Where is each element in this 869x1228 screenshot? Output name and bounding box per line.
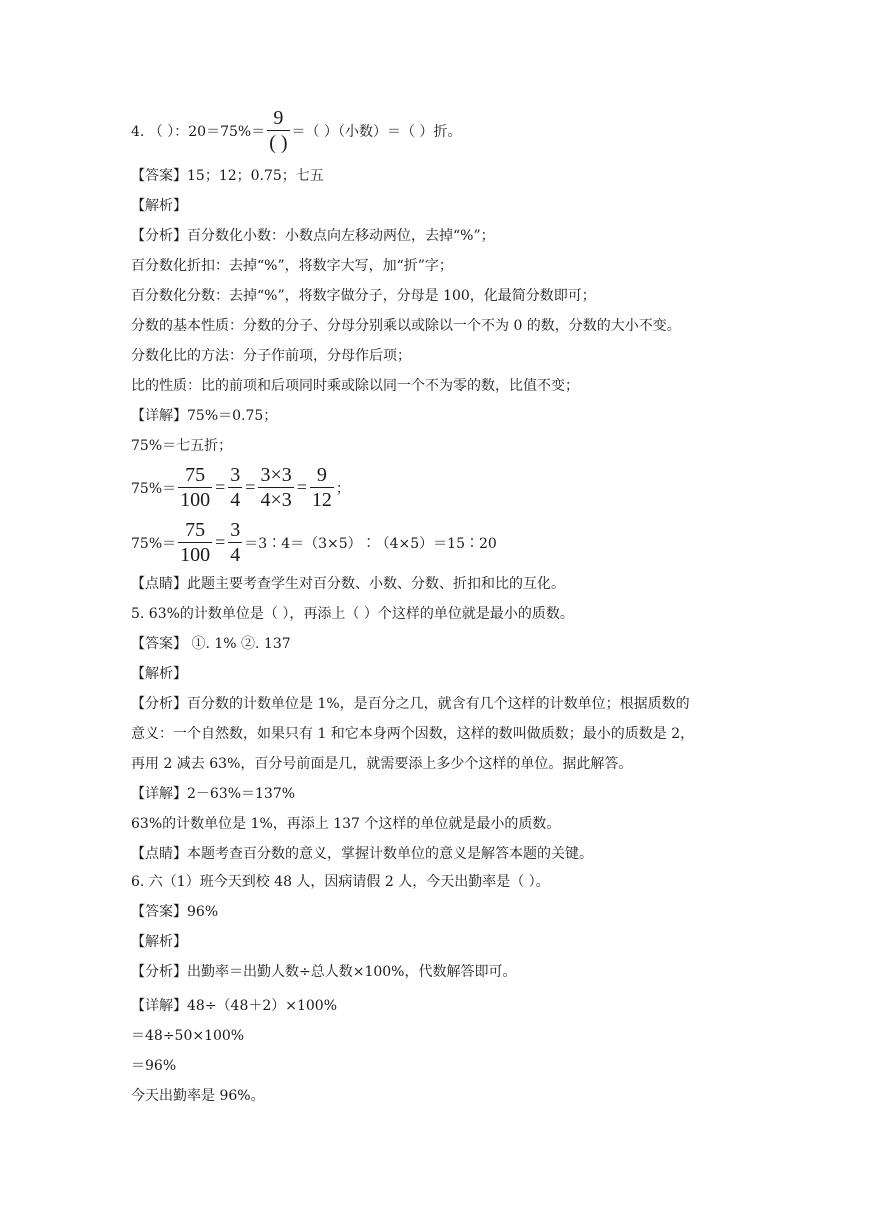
q6-detail-line: 今天出勤率是 96%。 — [131, 1088, 265, 1104]
equals-sign: = — [296, 477, 307, 497]
equals-sign: = — [215, 532, 226, 552]
q4-math-line-1 — [131, 463, 350, 512]
math-tail: ； — [335, 480, 350, 497]
fraction-denominator: 4×3 — [260, 489, 292, 511]
q5-analysis-line: 【分析】百分数的计数单位是 1%，是百分之几，就含有几个这样的计数单位；根据质数的 — [131, 696, 690, 712]
q5-detail-line: 63%的计数单位是 1%，再添上 137 个这样的单位就是最小的质数。 — [131, 816, 561, 832]
math-fraction — [178, 463, 212, 512]
fraction-numerator: 3 — [230, 464, 241, 486]
question-4-suffix: ＝（ ）（小数）＝（ ）折。 — [291, 123, 462, 140]
question-4-prefix: 4. （ ）：20＝75%＝ — [131, 123, 266, 140]
q5-jiexi-heading: 【解析】 — [131, 666, 187, 682]
math-fraction — [178, 518, 212, 567]
math-lead: 75%＝ — [131, 535, 177, 552]
math-fraction — [310, 463, 334, 512]
q4-analysis-line: 分数的基本性质：分数的分子、分母分别乘以或除以一个不为 0 的数，分数的大小不变。 — [131, 318, 681, 334]
question-6-stem: 6. 六（1）班今天到校 48 人，因病请假 2 人，今天出勤率是（ ）。 — [131, 874, 550, 890]
q5-analysis-line: 意义：一个自然数，如果只有 1 和它本身两个因数，这样的数叫做质数；最小的质数是 2， — [131, 726, 695, 742]
q4-detail-line: 【详解】75%＝0.75； — [131, 408, 278, 424]
fraction-numerator: 75 — [178, 463, 212, 488]
fraction-denominator: 4 — [230, 489, 241, 511]
math-lead: 75%＝ — [131, 480, 177, 497]
q4-analysis-line: 百分数化分数：去掉“%”，将数字做分子，分母是 100，化最简分数即可； — [131, 288, 596, 304]
q4-detail-line: 75%＝七五折； — [131, 438, 233, 454]
math-fraction — [228, 518, 242, 567]
q6-detail-line: 【详解】48÷（48＋2）×100% — [131, 998, 338, 1014]
equals-sign: = — [215, 477, 226, 497]
q4-answer: 【答案】15；12；0.75；七五 — [131, 168, 324, 184]
q4-math-line-2 — [131, 518, 497, 567]
math-tail: ＝3∶4＝（3×5）∶（4×5）＝15∶20 — [244, 535, 497, 552]
question-5-stem: 5. 63%的计数单位是（ ），再添上（ ）个这样的单位就是最小的质数。 — [131, 606, 574, 622]
fraction-numerator: 9 — [267, 106, 289, 131]
q4-dianjing: 【点睛】此题主要考查学生对百分数、小数、分数、折扣和比的互化。 — [131, 576, 565, 592]
equals-sign: = — [245, 477, 256, 497]
fraction-numerator: 3 — [230, 519, 241, 541]
q6-answer: 【答案】96% — [131, 904, 219, 920]
fraction-numerator: 3×3 — [260, 464, 292, 486]
fraction-denominator: 4 — [230, 544, 241, 566]
q4-analysis-line: 分数化比的方法：分子作前项，分母作后项； — [131, 348, 411, 364]
q5-dianjing: 【点睛】本题考查百分数的意义，掌握计数单位的意义是解答本题的关键。 — [131, 846, 593, 862]
q6-detail-line: ＝96% — [131, 1058, 177, 1074]
fraction-numerator: 9 — [310, 463, 334, 488]
q5-answer: 【答案】 ①. 1% ②. 137 — [131, 636, 291, 652]
q6-jiexi-heading: 【解析】 — [131, 934, 187, 950]
q4-analysis-line: 【分析】百分数化小数：小数点向左移动两位，去掉“%”； — [131, 228, 495, 244]
fraction-numerator: 75 — [178, 518, 212, 543]
fraction-denominator: 100 — [180, 489, 211, 511]
fraction-denominator-blank: ( ) — [269, 132, 288, 154]
q5-analysis-line: 再用 2 减去 63%，百分号前面是几，就需要添上多少个这样的单位。据此解答。 — [131, 756, 633, 772]
q4-analysis-line: 比的性质：比的前项和后项同时乘或除以同一个不为零的数，比值不变； — [131, 378, 579, 394]
math-fraction — [228, 463, 242, 512]
q5-detail-line: 【详解】2－63%＝137% — [131, 786, 296, 802]
question-4-fraction — [267, 106, 289, 155]
fraction-denominator: 12 — [311, 489, 332, 511]
question-4-stem — [131, 106, 461, 155]
fraction-denominator: 100 — [180, 544, 211, 566]
q4-jiexi-heading: 【解析】 — [131, 198, 187, 214]
math-fraction — [258, 463, 293, 512]
q6-analysis-line: 【分析】出勤率＝出勤人数÷总人数×100%，代数解答即可。 — [131, 964, 517, 980]
q6-detail-line: ＝48÷50×100% — [131, 1028, 245, 1044]
q4-analysis-line: 百分数化折扣：去掉“%”，将数字大写，加“折”字； — [131, 258, 453, 274]
